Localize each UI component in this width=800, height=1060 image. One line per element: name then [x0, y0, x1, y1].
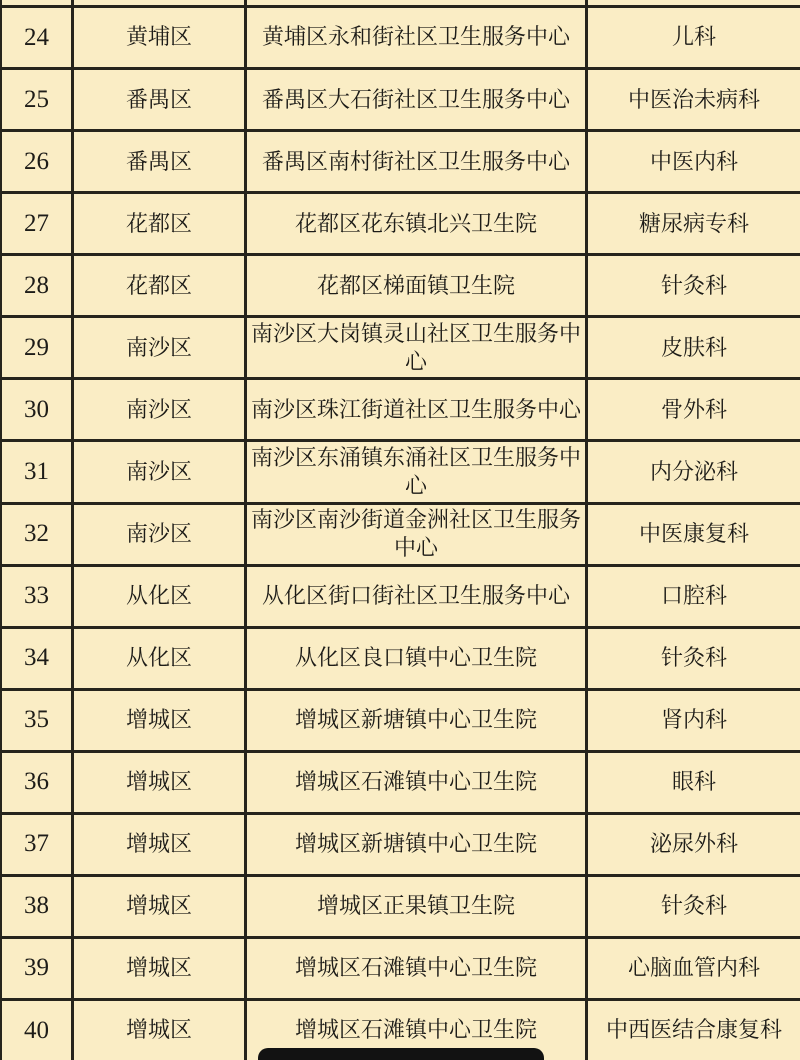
- institution-cell: 黄埔区永和街社区卫生服务中心: [247, 8, 588, 67]
- table-row: [2, 939, 800, 1001]
- row-number-cell: 38: [2, 877, 74, 936]
- institution-cell: 南沙区东涌镇东涌社区卫生服务中心: [247, 442, 588, 501]
- row-number-cell: 32: [2, 505, 74, 564]
- district-cell: 增城区: [74, 691, 247, 750]
- row-number-cell: 37: [2, 815, 74, 874]
- table-row-partial-top: [2, 0, 800, 8]
- institution-cell: 南沙区珠江街道社区卫生服务中心: [247, 380, 588, 439]
- redaction-bar: [258, 1048, 544, 1060]
- district-cell: 花都区: [74, 256, 247, 315]
- district-cell: 从化区: [74, 629, 247, 688]
- district-cell: 番禺区: [74, 132, 247, 191]
- department-cell: 糖尿病专科: [638, 210, 749, 236]
- district-cell: 增城区: [74, 753, 247, 812]
- table-row: [2, 8, 800, 70]
- table-row: [2, 877, 800, 939]
- institution-cell: 增城区新塘镇中心卫生院: [247, 815, 588, 874]
- row-number-cell: 35: [2, 691, 74, 750]
- district-cell: 花都区: [74, 194, 247, 253]
- row-number-cell: 26: [2, 132, 74, 191]
- department-cell: [588, 0, 800, 5]
- institution-cell: 从化区良口镇中心卫生院: [247, 629, 588, 688]
- institution-cell: 增城区新塘镇中心卫生院: [247, 691, 588, 750]
- department-cell: 中医内科: [649, 148, 738, 174]
- institution-cell: 番禺区南村街社区卫生服务中心: [247, 132, 588, 191]
- row-number-cell: 40: [2, 1001, 74, 1060]
- row-number-cell: 25: [2, 70, 74, 129]
- district-cell: 增城区: [74, 939, 247, 998]
- institution-cell: 从化区街口街社区卫生服务中心: [247, 567, 588, 626]
- row-number-cell: [2, 0, 74, 5]
- table-row: [2, 318, 800, 380]
- institution-cell: 增城区正果镇卫生院: [247, 877, 588, 936]
- table-row: [2, 691, 800, 753]
- district-cell: 南沙区: [74, 442, 247, 501]
- institution-cell: 番禺区大石街社区卫生服务中心: [247, 70, 588, 129]
- district-cell: 南沙区: [74, 318, 247, 377]
- district-cell: [74, 0, 247, 5]
- row-number-cell: 36: [2, 753, 74, 812]
- district-cell: 番禺区: [74, 70, 247, 129]
- institution-cell: 花都区花东镇北兴卫生院: [247, 194, 588, 253]
- row-number-cell: 34: [2, 629, 74, 688]
- row-number-cell: 33: [2, 567, 74, 626]
- department-cell: 针灸科: [660, 893, 727, 919]
- department-cell: 内分泌科: [649, 458, 738, 484]
- table-row: [2, 132, 800, 194]
- department-cell: 中西医结合康复科: [605, 1017, 782, 1043]
- department-cell: 心脑血管内科: [627, 955, 760, 981]
- institution-cell: [247, 0, 588, 5]
- department-cell: 眼科: [671, 769, 716, 795]
- department-cell: 中医康复科: [638, 520, 749, 546]
- institution-cell: 南沙区大岗镇灵山社区卫生服务中心: [247, 318, 588, 377]
- district-cell: 南沙区: [74, 505, 247, 564]
- table-row: [2, 256, 800, 318]
- institution-cell: 增城区石滩镇中心卫生院: [247, 753, 588, 812]
- institution-cell: 增城区石滩镇中心卫生院: [247, 1001, 588, 1060]
- department-cell: 骨外科: [660, 396, 727, 422]
- district-cell: 增城区: [74, 815, 247, 874]
- district-cell: 黄埔区: [74, 8, 247, 67]
- department-cell: 儿科: [671, 24, 716, 50]
- table-row: [2, 380, 800, 442]
- district-cell: 增城区: [74, 1001, 247, 1060]
- institution-cell: 南沙区南沙街道金洲社区卫生服务中心: [247, 505, 588, 564]
- row-number-cell: 24: [2, 8, 74, 67]
- district-cell: 从化区: [74, 567, 247, 626]
- table-row: [2, 194, 800, 256]
- district-cell: 南沙区: [74, 380, 247, 439]
- department-cell: 针灸科: [660, 645, 727, 671]
- table-row: [2, 815, 800, 877]
- row-number-cell: 31: [2, 442, 74, 501]
- department-cell: 皮肤科: [660, 334, 727, 360]
- institution-cell: 花都区梯面镇卫生院: [247, 256, 588, 315]
- institution-cell: 增城区石滩镇中心卫生院: [247, 939, 588, 998]
- row-number-cell: 27: [2, 194, 74, 253]
- table-row: [2, 505, 800, 567]
- table-row: [2, 629, 800, 691]
- table-row: [2, 753, 800, 815]
- row-number-cell: 28: [2, 256, 74, 315]
- row-number-cell: 30: [2, 380, 74, 439]
- row-number-cell: 29: [2, 318, 74, 377]
- department-cell: 中医治未病科: [627, 86, 760, 112]
- table-row: [2, 70, 800, 132]
- department-cell: 口腔科: [660, 583, 727, 609]
- table-row: [2, 567, 800, 629]
- table-row: [2, 442, 800, 504]
- department-cell: 泌尿外科: [649, 831, 738, 857]
- department-cell: 肾内科: [660, 707, 727, 733]
- department-cell: 针灸科: [660, 272, 727, 298]
- district-cell: 增城区: [74, 877, 247, 936]
- row-number-cell: 39: [2, 939, 74, 998]
